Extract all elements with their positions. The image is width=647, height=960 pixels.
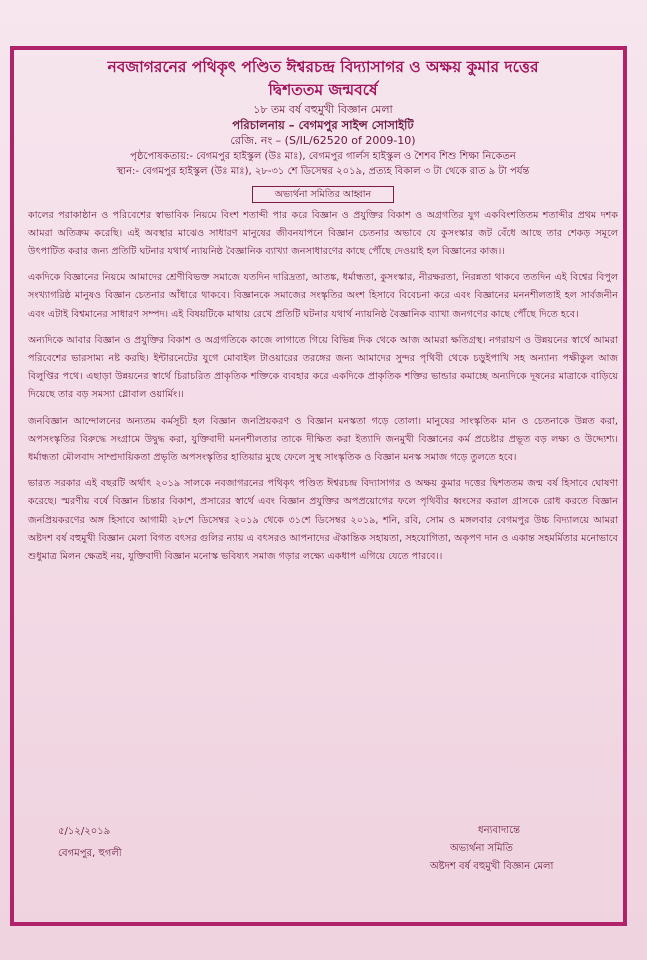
paragraph-2: একদিকে বিজ্ঞানের নিয়মে আমাদের শ্রেণীবিভক্ত সমাজে যতদিন দারিদ্রতা, আতঙ্ক, ধর্মান্ধতা, কুসংস্কার, নীরক্ষরতা, নিরন্নতা থাকবে ততদিন এই বিশ্বের বিপুল সংখ্যাগরিষ্ঠ মানুষও বিজ্ঞান চেতনার আঁধারে থাকবে। বিজ্ঞানকে সমাজের সংস্কৃতির অংশ হিসাবে বিবেচনা করে এবং বিজ্ঞানের মননশীলতাই হল সার্বজনীন এবং এটাই বিশ্বমানের সাধারণ সম্পদ। এই বিষয়টিকে মাথায় রেখে প্রতিটি ঘটনার যথার্থ ন্যায়নিষ্ঠ বৈজ্ঞানিক ব্যাখা জনগণের কাছে পৌঁছে দিতে হবে। (28, 272, 618, 320)
patrons: পৃষ্ঠপোষকতায়:- বেগমপুর হাইস্কুল (উঃ মাঃ), বেগমপুর গার্লস হাইস্কুল ও শৈশব শিশু শিক্ষা নিকেতন (130, 150, 516, 162)
paragraph-4: জনবিজ্ঞান আন্দোলনের অন্যতম কর্মসূচী হল বিজ্ঞান জনপ্রিয়করণ ও বিজ্ঞান মনস্কতা গড়ে তোলা। মানুষের সাংস্কৃতিক মান ও চেতনাকে উন্নত করা, অপসংস্কৃতির বিরুদ্ধে সংগ্রামে উদ্বুদ্ধ করা, যুক্তিবাদী মননশীলতার তাকে দীক্ষিত করা ইত্যাদি জনমুখী বিজ্ঞানের কর্ম প্রচেষ্টার প্রভূত বড় লক্ষ্য ও উদ্দ্যেশ্য। ধর্মান্ধতা মৌলবাদ সাম্প্রদায়িকতা প্রভৃতি অপসংস্কৃতির হাতিয়ার মুছে ফেলে সুস্থ সাংস্কৃতিক ও বিজ্ঞান মনস্ক সমাজ গড়ে তুলতে হবে। (28, 415, 618, 463)
committee-name: অভ্যর্থনা সমিতি (450, 843, 513, 854)
title-line-2: দ্বিশততম জন্মবর্ষে (268, 81, 378, 99)
paragraph-5: ভারত সরকার এই বছরটি অর্থাৎ ২০১৯ সালকে নবজাগরনের পথিকৃৎ পণ্ডিত ঈশ্বরচন্দ্র বিদ্যাসাগর ও অক্ষয় কুমার দত্তের দ্বিশততম জন্ম বর্ষ হিসাবে ঘোষণা করেছে। স্মরণীয় বর্ষে বিজ্ঞান চিন্তার বিকাশ, প্রসারের স্বার্থে এবং বিজ্ঞান প্রযুক্তির অপপ্রয়োগের ফলে পৃথিবীর ধ্বংসের করাল গ্রাসকে রোধ করতে বিজ্ঞান জনপ্রিয়করণের অঙ্গ হিসাবে আগামী ২৮শে ডিসেম্বর ২০১৯ থেকে ৩১শে ডিসেম্বর ২০১৯, শনি, রবি, সোম ও মঙ্গলবার বেগমপুর উচ্চ বিদ্যালয়ে আমরা অষ্টদশ বর্ষ বহুমুখী বিজ্ঞান মেলা বিগত বৎসর গুলির ন্যায় এ বৎসরও আপনাদের ঐকান্তিক সহায়তা, সহযোগিতা, অকৃপণ দান ও একান্ত সহমর্মিতার মনোভাবে শুধুমাত্র মিলন ক্ষেত্রই নয়, যুক্তিবাদী বিজ্ঞান মনোস্ক ভবিষ্যৎ সমাজ গড়ার লক্ষ্যে একধাপ এগিয়ে যেতে পারবে।। (28, 478, 618, 562)
fair-edition: ১৮ তম বর্ষ বহুমুখী বিজ্ঞান মেলা (253, 103, 393, 116)
registration-number: রেজি. নং – (S/IL/62520 of 2009-10) (230, 134, 416, 147)
thanks-text: ধন্যবাদান্তে (478, 825, 521, 836)
appeal-label: অভ্যর্থনা সমিতির আহ্বান (252, 186, 394, 203)
venue-and-dates: স্থান:- বেগমপুর হাইস্কুল (উঃ মাঃ), ২৮-৩১ শে ডিসেম্বর ২০১৯, প্রত্যহ বিকাল ৩ টা থেকে রাত ৯ টা পর্যন্ত (116, 166, 530, 177)
date: ৫/১২/২০১৯ (58, 826, 111, 837)
organiser: পরিচালনায় – বেগমপুর সাইন্স সোসাইটি (232, 117, 414, 132)
paragraph-1: কালের পরাকাষ্ঠান ও পরিবেশের স্বাভাবিক নিয়মে বিংশ শতাব্দী পার করে বিজ্ঞান ও প্রযুক্তির বিকাশ ও অগ্রগতির যুগ একবিংশতিতম শতাব্দীর প্রথম দশক আমরা অতিক্রম করেছি। এই অবস্থার মাঝেও সাধারণ মানুষের জীবনযাপনে বিজ্ঞান চেতনার অভাবে যে কুসংস্কার জট বেঁধে আছে তার শেকড় সমূলে উৎপাটিত করার জন্য প্রতিটি ঘটনার যথার্থ ন্যায়নিষ্ঠ বৈজ্ঞানিক ব্যাখ্যা জনসাধারণের কাছে পৌঁছে দেওয়াই হল বিজ্ঞানের কাজ।। (28, 209, 618, 257)
date-place-block (58, 823, 122, 863)
title-line-1: নবজাগরনের পথিকৃৎ পণ্ডিত ঈশ্বরচন্দ্র বিদ্যাসাগর ও অক্ষয় কুমার দত্তের (107, 58, 539, 76)
fair-name: অষ্টদশ বর্ষ বহুমুখী বিজ্ঞান মেলা (430, 861, 554, 872)
notice-content (28, 56, 618, 574)
paragraph-3: অন্যদিকে আবার বিজ্ঞান ও প্রযুক্তির বিকাশ ও অগ্রগতিকে কাজে লাগাতে গিয়ে বিভিন্ন দিক থেকে আজ আমরা ক্ষতিগ্রস্থ। নগরায়ণ ও উন্নয়নের স্বার্থে আমরা পরিবেশের ভারসাম্য নষ্ট করছি। ইন্টারনেটের যুগে মোবাইল টাওয়ারের তরঙ্গের জন্য আমাদের সুন্দর পৃথিবী থেকে চড়ুইপাখি সহ অন্যান্য পক্ষীকুল আজ বিলুপ্তির পথে। এছাড়া উন্নয়নের স্বার্থে চিরাচরিত প্রাকৃতিক শক্তিকে ব্যবহার করে একদিকে প্রাকৃতিক শক্তির ভান্ডার কমাচ্ছে অন্যদিকে দূষনের মাত্রাকে বাড়িয়ে দিয়েছে তার বড় সমস্যা গ্লোবাল ওয়ার্মিং।। (28, 334, 618, 401)
place: বেগমপুর, হুগলী (58, 848, 122, 859)
signature-block (430, 822, 553, 876)
